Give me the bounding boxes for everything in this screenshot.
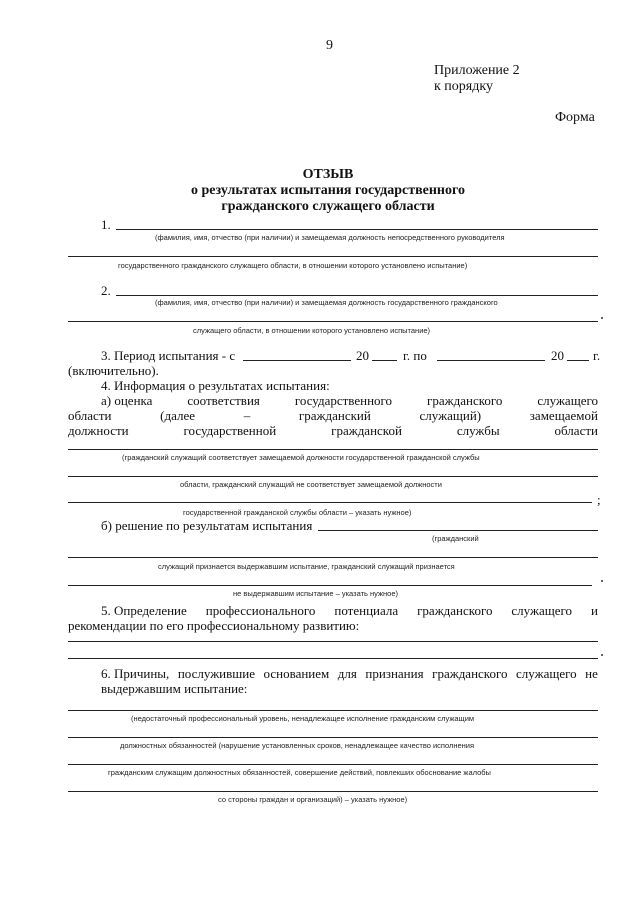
item6-line1 <box>101 666 598 681</box>
period-included-note: (включительно). <box>68 363 159 378</box>
word: гражданского <box>427 393 503 408</box>
period-end-field[interactable] <box>437 360 545 361</box>
period-start-field[interactable] <box>243 360 351 361</box>
word: не <box>585 666 598 681</box>
word: признания <box>365 666 424 681</box>
word: служащего <box>537 393 598 408</box>
word: государственной <box>183 423 277 438</box>
item2-field-line1[interactable] <box>116 295 598 296</box>
word: службы <box>456 423 500 438</box>
item1-caption1: (фамилия, имя, отчество (при наличии) и замещаемая должность непосредственного руководителя <box>155 233 505 242</box>
item5-line1 <box>101 603 598 618</box>
scan-speck <box>601 654 603 656</box>
item4-a-caption1: (гражданский служащий соответствует замещаемой должности государственной гражданской службы <box>122 453 480 462</box>
item6-field-line2[interactable] <box>68 737 598 738</box>
word: потенциала <box>334 603 399 618</box>
appendix-line1: Приложение 2 <box>434 63 520 78</box>
item2-number: 2. <box>101 283 111 298</box>
word: соответствия <box>187 393 260 408</box>
word: профессионального <box>205 603 316 618</box>
item2-caption2: служащего области, в отношении которого установлено испытание) <box>193 326 431 335</box>
word: послужившие <box>177 666 256 681</box>
page-number: 9 <box>326 38 333 53</box>
item6-line2: выдержавшим испытание: <box>101 681 248 696</box>
item4-b-field-line3[interactable] <box>68 585 592 586</box>
word: служащего <box>516 666 577 681</box>
period-start-year-field[interactable] <box>372 360 397 361</box>
item2-field-line2[interactable] <box>68 321 598 322</box>
item6-caption1: (недостаточный профессиональный уровень, ненадлежащее исполнение гражданским служащим <box>131 714 475 723</box>
item4-a-field-line2[interactable] <box>68 476 598 477</box>
document-subtitle-1: о результатах испытания государственного <box>190 183 465 198</box>
item5-field-line2[interactable] <box>68 658 598 659</box>
item6-caption4: со стороны граждан и организаций) – указать нужное) <box>218 795 408 804</box>
period-end-year-field[interactable] <box>567 360 589 361</box>
item1-number: 1. <box>101 217 111 232</box>
word: замещаемой <box>529 408 598 423</box>
item4-a-line3 <box>68 423 598 438</box>
word: основанием <box>263 666 330 681</box>
item3-label: 3. Период испытания - с <box>101 348 236 363</box>
item6-field-line3[interactable] <box>68 764 598 765</box>
item4-b-caption2: служащий признается выдержавшим испытание, гражданский служащий признается <box>158 562 455 571</box>
period-end-year-prefix: 20 <box>551 348 564 363</box>
word: (далее <box>160 408 196 423</box>
word: области <box>68 408 112 423</box>
period-year-suffix: г. <box>593 348 601 363</box>
item4-b-label: б) решение по результатам испытания <box>101 518 313 533</box>
word: 5. Определение <box>101 603 187 618</box>
word: гражданского <box>417 603 493 618</box>
period-to-label: г. по <box>403 348 427 363</box>
word: гражданской <box>331 423 402 438</box>
item4-a-field-line3[interactable] <box>68 502 592 503</box>
word: а) оценка <box>101 393 153 408</box>
item1-field-line1[interactable] <box>116 229 598 230</box>
item4-a-line2 <box>68 408 598 423</box>
word: гражданского <box>432 666 508 681</box>
item4-b-caption1: (гражданский <box>432 534 479 543</box>
item4-a-semicolon: ; <box>597 492 601 507</box>
word: 6. Причины, <box>101 666 170 681</box>
item4-heading: 4. Информация о результатах испытания: <box>101 378 330 393</box>
item6-field-line1[interactable] <box>68 710 598 711</box>
item6-caption3: гражданским служащим должностных обязанностей, совершение действий, повлекших обоснование жалобы <box>108 768 491 777</box>
item4-b-field-line2[interactable] <box>68 557 598 558</box>
item1-caption2: государственного гражданского служащего области, в отношении которого установлено испытание) <box>118 261 468 270</box>
item5-field-line1[interactable] <box>68 641 598 642</box>
item6-field-line4[interactable] <box>68 791 598 792</box>
word: гражданский <box>298 408 371 423</box>
item4-a-caption2: области, гражданский служащий не соответствует замещаемой должности <box>180 480 442 489</box>
form-label: Форма <box>555 110 595 125</box>
item4-a-caption3: государственной гражданской службы области – указать нужное) <box>183 508 412 517</box>
word: и <box>591 603 598 618</box>
scan-speck <box>601 317 603 319</box>
word: области <box>554 423 598 438</box>
word: – <box>243 408 251 423</box>
appendix-line2: к порядку <box>434 79 493 94</box>
document-subtitle-2: гражданского служащего области <box>221 199 435 214</box>
item4-a-line1 <box>101 393 598 408</box>
word: государственного <box>294 393 393 408</box>
document-title: ОТЗЫВ <box>302 167 354 182</box>
item5-line2: рекомендации по его профессиональному развитию: <box>68 618 360 633</box>
item4-b-caption3: не выдержавшим испытание – указать нужное) <box>233 589 398 598</box>
item2-caption1: (фамилия, имя, отчество (при наличии) и замещаемая должность государственного гражданского <box>155 298 498 307</box>
word: служащий) <box>419 408 482 423</box>
scan-speck <box>601 580 603 582</box>
item4-a-field-line1[interactable] <box>68 449 598 450</box>
item1-field-line2[interactable] <box>68 256 598 257</box>
word: должности <box>68 423 129 438</box>
item4-b-field-line1[interactable] <box>318 530 598 531</box>
item6-caption2: должностных обязанностей (нарушение установленных сроков, ненадлежащее качество исполнения <box>120 741 475 750</box>
period-start-year-prefix: 20 <box>356 348 369 363</box>
word: служащего <box>511 603 573 618</box>
word: для <box>337 666 357 681</box>
